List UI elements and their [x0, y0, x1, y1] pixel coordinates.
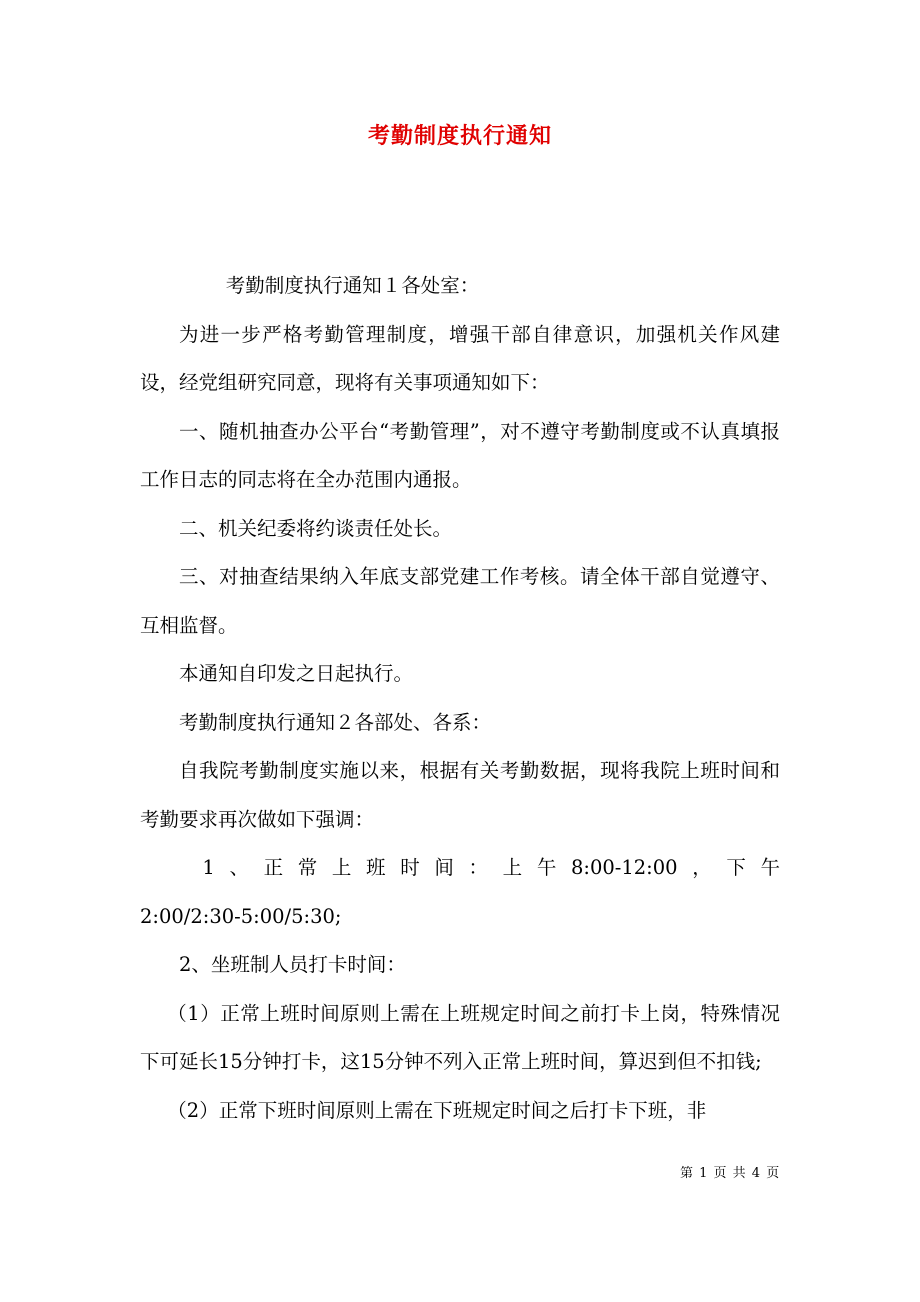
body-paragraph: 为进一步严格考勤管理制度，增强干部自律意识，加强机关作风建设，经党组研究同意，现将有关事项通知如下：: [140, 322, 780, 394]
work-hours-line-2: 2:00/2:30-5:00/5:30;: [140, 904, 342, 928]
body-paragraph: 自我院考勤制度实施以来，根据有关考勤数据，现将我院上班时间和考勤要求再次做如下强调：: [140, 759, 780, 831]
body-paragraph: 二、机关纪委将约谈责任处长。: [179, 516, 453, 540]
work-hours-paragraph: [140, 844, 780, 941]
body-paragraph: 考勤制度执行通知１各处室：: [225, 274, 480, 297]
page-number: 第 1 页 共 4 页: [680, 1166, 781, 1181]
body-paragraph: （2）正常下班时间原则上需在下班规定时间之后打卡下班，非: [167, 1098, 707, 1122]
body-paragraph: 三、对抽查结果纳入年底支部党建工作考核。请全体干部自觉遵守、互相监督。: [140, 565, 780, 637]
document-title: 考勤制度执行通知: [367, 123, 552, 149]
work-hours-line-1: 1、正常上班时间：上午8:00-12:00，下午: [202, 856, 780, 879]
body-paragraph: （1）正常上班时间原则上需在上班规定时间之前打卡上岗，特殊情况下可延长15分钟打卡，这15分钟不列入正常上班时间，算迟到但不扣钱;: [140, 1001, 780, 1073]
body-paragraph: 考勤制度执行通知２各部处、各系：: [179, 710, 492, 734]
document-body: [140, 262, 780, 1135]
body-paragraph: 本通知自印发之日起执行。: [179, 662, 414, 685]
body-paragraph: 一、随机抽查办公平台“考勤管理”，对不遵守考勤制度或不认真填报工作日志的同志将在全办范围内通报。: [140, 419, 780, 491]
body-paragraph: 2、坐班制人员打卡时间：: [179, 953, 406, 976]
